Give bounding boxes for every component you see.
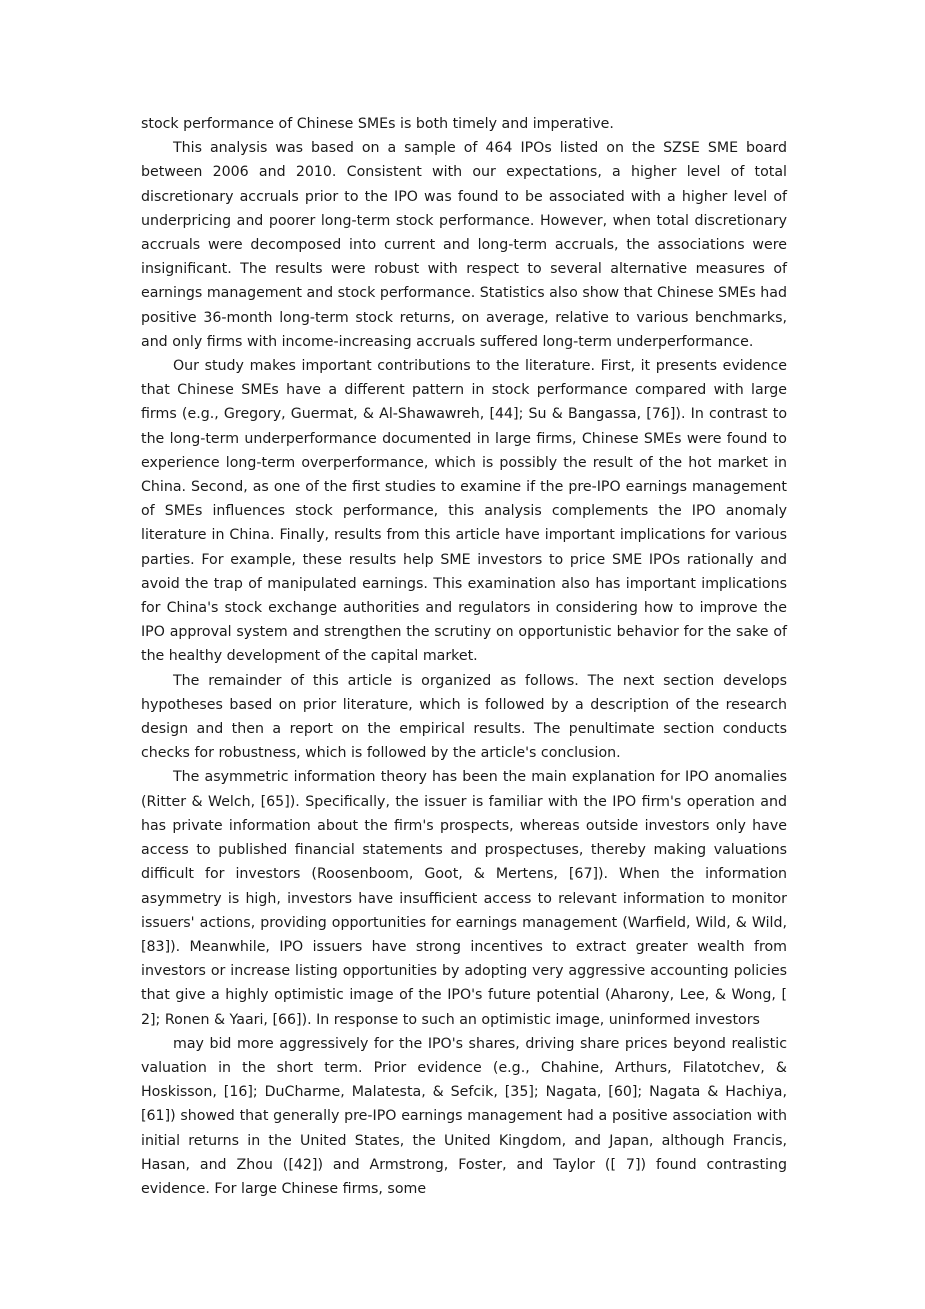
paragraph-6: may bid more aggressively for the IPO's shares, driving share prices beyond realistic valuation in the short term. Prior evidence (e.g., Chahine, Arthurs, Filatotchev, & Hoskisson, [16]; DuCharme, Malatesta, & Sefcik, [35]; Nagata, [60]; Nagata & Hachiya, [61]) showed that generally pre-IPO earnings management had a positive association with initial returns in the United States, the United Kingdom, and Japan, although Francis, Hasan, and Zhou ([42]) and Armstrong, Foster, and Taylor ([ 7]) found contrasting evidence. For large Chinese firms, some xyxy=(141,1035,787,1197)
paragraph-1: stock performance of Chinese SMEs is both timely and imperative. xyxy=(141,116,614,132)
paragraph-3: Our study makes important contributions to the literature. First, it presents evidence that Chinese SMEs have a different pattern in stock performance compared with large firms (e.g., Gregory, Guermat, & Al-Shawawreh, [44]; Su & Bangassa, [76]). In contrast to the long-term underperformance documented in large firms, Chinese SMEs were found to experience long-term overperformance, which is possibly the result of the hot market in China. Second, as one of the first studies to examine if the pre-IPO earnings management of SMEs influences stock performance, this analysis complements the IPO anomaly literature in China. Finally, results from this article have important implications for various parties. For example, these results help SME investors to price SME IPOs rationally and avoid the trap of manipulated earnings. This examination also has important implications for China's stock exchange authorities and regulators in considering how to improve the IPO approval system and strengthen the scrutiny on opportunistic behavior for the sake of the healthy development of the capital market. xyxy=(141,358,787,665)
paragraph-4: The remainder of this article is organized as follows. The next section develops hypotheses based on prior literature, which is followed by a description of the research design and then a report on the empirical results. The penultimate section conducts checks for robustness, which is followed by the article's conclusion. xyxy=(141,672,787,762)
paragraph-5: The asymmetric information theory has been the main explanation for IPO anomalies (Ritter & Welch, [65]). Specifically, the issuer is familiar with the IPO firm's operation and has private information about the firm's prospects, whereas outside investors only have access to published financial statements and prospectuses, thereby making valuations difficult for investors (Roosenboom, Goot, & Mertens, [67]). When the information asymmetry is high, investors have insufficient access to relevant information to monitor issuers' actions, providing opportunities for earnings management (Warfield, Wild, & Wild, [83]). Meanwhile, IPO issuers have strong incentives to extract greater wealth from investors or increase listing opportunities by adopting very aggressive accounting policies that give a highly optimistic image of the IPO's future potential (Aharony, Lee, & Wong, [ 2]; Ronen & Yaari, [66]). In response to such an optimistic image, uninformed investors xyxy=(141,769,787,1028)
document-body xyxy=(141,112,787,1201)
paragraph-2: This analysis was based on a sample of 464 IPOs listed on the SZSE SME board between 2006 and 2010. Consistent with our expectations, a higher level of total discretionary accruals prior to the IPO was found to be associated with a higher level of underpricing and poorer long-term stock performance. However, when total discretionary accruals were decomposed into current and long-term accruals, the associations were insignificant. The results were robust with respect to several alternative measures of earnings management and stock performance. Statistics also show that Chinese SMEs had positive 36-month long-term stock returns, on average, relative to various benchmarks, and only firms with income-increasing accruals suffered long-term underperformance. xyxy=(141,140,787,350)
